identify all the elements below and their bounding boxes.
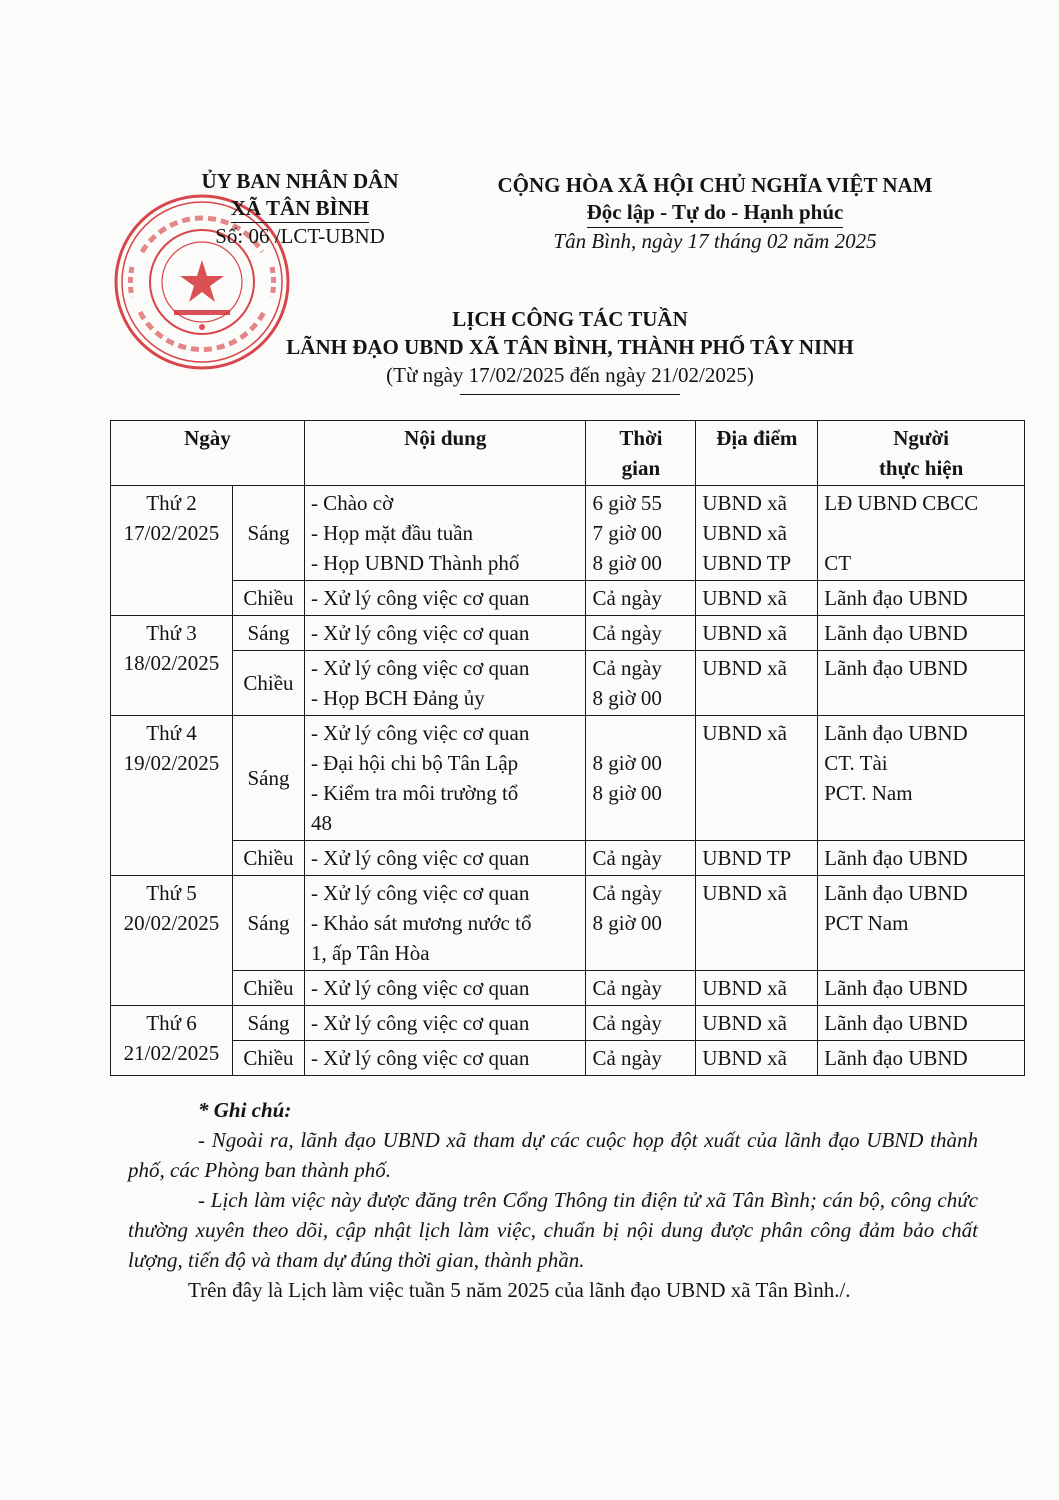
session-cell: Sáng bbox=[232, 616, 304, 651]
content-cell-line: - Họp BCH Đảng ủy bbox=[310, 686, 485, 710]
time-cell bbox=[586, 1006, 696, 1041]
content-cell bbox=[304, 1006, 586, 1041]
content-cell-line: - Họp mặt đầu tuần bbox=[310, 521, 474, 545]
table-row bbox=[111, 616, 1025, 651]
table-row bbox=[111, 1006, 1025, 1041]
session-cell: Chiều bbox=[232, 1041, 304, 1076]
time-cell bbox=[586, 581, 696, 616]
time-cell bbox=[586, 1041, 696, 1076]
place-cell-line: UBND xã bbox=[702, 491, 787, 515]
day-cell bbox=[111, 616, 233, 716]
time-cell bbox=[586, 486, 696, 581]
place-cell bbox=[696, 651, 818, 716]
day-date: 20/02/2025 bbox=[123, 911, 220, 935]
content-cell-line: 1, ấp Tân Hòa bbox=[310, 941, 430, 965]
place-cell-line: UBND xã bbox=[702, 1011, 787, 1035]
day-cell bbox=[111, 1006, 233, 1076]
day-weekday: Thứ 4 bbox=[146, 721, 197, 745]
title-line-2: LÃNH ĐẠO UBND XÃ TÂN BÌNH, THÀNH PHỐ TÂY NINH bbox=[286, 335, 854, 359]
place-cell-line: UBND xã bbox=[702, 881, 787, 905]
person-cell bbox=[818, 651, 1025, 716]
time-cell-line: Cả ngày bbox=[592, 656, 662, 680]
person-cell-line bbox=[824, 518, 1018, 548]
place-cell-line: UBND xã bbox=[702, 521, 787, 545]
time-cell-line: Cả ngày bbox=[592, 586, 662, 610]
table-row bbox=[111, 581, 1025, 616]
time-cell bbox=[586, 716, 696, 841]
time-cell bbox=[586, 876, 696, 971]
person-cell-line: Lãnh đạo UBND bbox=[824, 1046, 968, 1070]
content-cell bbox=[304, 581, 586, 616]
note-item: - Lịch làm việc này được đăng trên Cổng Thông tin điện tử xã Tân Bình; cán bộ, công chức thường xuyên theo dõi, cập nhật lịch làm việc, chuẩn bị nội dung được phân công đảm bảo chất lượng, tiến độ và tham dự đúng thời gian, thành phần. bbox=[128, 1188, 978, 1272]
time-cell-line: 8 giờ 00 bbox=[592, 911, 662, 935]
session-cell: Sáng bbox=[232, 716, 304, 841]
col-header-place: Địa điểm bbox=[696, 421, 818, 486]
person-cell bbox=[818, 486, 1025, 581]
content-cell bbox=[304, 876, 586, 971]
content-cell-line: - Xử lý công việc cơ quan bbox=[310, 656, 530, 680]
content-cell bbox=[304, 651, 586, 716]
place-cell-line: UBND xã bbox=[702, 586, 787, 610]
col-header-content: Nội dung bbox=[304, 421, 586, 486]
table-row bbox=[111, 486, 1025, 581]
notes-section bbox=[128, 1095, 978, 1305]
time-cell-line: 8 giờ 00 bbox=[592, 781, 662, 805]
content-cell bbox=[304, 841, 586, 876]
person-cell bbox=[818, 716, 1025, 841]
table-row bbox=[111, 1041, 1025, 1076]
day-date: 17/02/2025 bbox=[123, 521, 220, 545]
issuer-name: ỦY BAN NHÂN DÂN bbox=[201, 169, 399, 193]
place-cell-line: UBND TP bbox=[702, 846, 792, 870]
content-cell bbox=[304, 1041, 586, 1076]
title-divider bbox=[460, 394, 680, 395]
person-cell-line: PCT. Nam bbox=[824, 781, 913, 805]
day-date: 19/02/2025 bbox=[123, 751, 220, 775]
time-cell-line: Cả ngày bbox=[592, 846, 662, 870]
time-cell-line: 8 giờ 00 bbox=[592, 751, 662, 775]
table-header-row bbox=[111, 421, 1025, 486]
time-cell bbox=[586, 841, 696, 876]
person-cell bbox=[818, 876, 1025, 971]
issuer-commune: XÃ TÂN BÌNH bbox=[231, 195, 369, 223]
person-cell bbox=[818, 581, 1025, 616]
place-cell bbox=[696, 1041, 818, 1076]
person-cell-line: Lãnh đạo UBND bbox=[824, 621, 968, 645]
place-date: Tân Bình, ngày 17 tháng 02 năm 2025 bbox=[553, 229, 877, 253]
person-cell bbox=[818, 616, 1025, 651]
session-cell: Chiều bbox=[232, 841, 304, 876]
content-cell-line: - Chào cờ bbox=[310, 491, 394, 515]
day-date: 18/02/2025 bbox=[123, 651, 220, 675]
session-cell: Chiều bbox=[232, 651, 304, 716]
place-cell bbox=[696, 581, 818, 616]
nation-name: CỘNG HÒA XÃ HỘI CHỦ NGHĨA VIỆT NAM bbox=[497, 173, 933, 197]
closing-statement: Trên đây là Lịch làm việc tuần 5 năm 2025 của lãnh đạo UBND xã Tân Bình./. bbox=[188, 1278, 851, 1302]
place-cell-line: UBND xã bbox=[702, 721, 787, 745]
person-cell bbox=[818, 971, 1025, 1006]
place-cell bbox=[696, 716, 818, 841]
session-cell: Sáng bbox=[232, 1006, 304, 1041]
day-weekday: Thứ 6 bbox=[146, 1011, 197, 1035]
content-cell-line: 48 bbox=[310, 811, 332, 835]
national-motto: Độc lập - Tự do - Hạnh phúc bbox=[587, 199, 844, 228]
schedule-table bbox=[110, 420, 1025, 1076]
note-item: - Ngoài ra, lãnh đạo UBND xã tham dự các cuộc họp đột xuất của lãnh đạo UBND thành phố, các Phòng ban thành phố. bbox=[128, 1128, 978, 1182]
person-cell-line: PCT Nam bbox=[824, 911, 909, 935]
day-weekday: Thứ 3 bbox=[146, 621, 197, 645]
content-cell-line: - Xử lý công việc cơ quan bbox=[310, 1011, 530, 1035]
content-cell-line: - Kiểm tra môi trường tổ bbox=[310, 781, 519, 805]
person-cell-line: Lãnh đạo UBND bbox=[824, 586, 968, 610]
person-cell bbox=[818, 1041, 1025, 1076]
place-cell bbox=[696, 841, 818, 876]
content-cell-line: - Xử lý công việc cơ quan bbox=[310, 1046, 530, 1070]
national-header bbox=[430, 172, 1000, 255]
person-cell-line: Lãnh đạo UBND bbox=[824, 721, 968, 745]
place-cell bbox=[696, 486, 818, 581]
issuer-block bbox=[150, 168, 450, 250]
time-cell-line: Cả ngày bbox=[592, 976, 662, 1000]
time-cell-line: 8 giờ 00 bbox=[592, 686, 662, 710]
person-cell-line: Lãnh đạo UBND bbox=[824, 656, 968, 680]
person-cell-line: LĐ UBND CBCC bbox=[824, 491, 979, 515]
col-header-day: Ngày bbox=[111, 421, 305, 486]
time-cell-line: Cả ngày bbox=[592, 1011, 662, 1035]
person-cell bbox=[818, 1006, 1025, 1041]
session-cell: Chiều bbox=[232, 971, 304, 1006]
content-cell-line: - Xử lý công việc cơ quan bbox=[310, 586, 530, 610]
day-date: 21/02/2025 bbox=[123, 1041, 220, 1065]
time-cell-line: 6 giờ 55 bbox=[592, 491, 662, 515]
content-cell bbox=[304, 971, 586, 1006]
day-cell bbox=[111, 486, 233, 616]
session-cell: Chiều bbox=[232, 581, 304, 616]
session-cell: Sáng bbox=[232, 486, 304, 581]
table-row bbox=[111, 651, 1025, 716]
day-cell bbox=[111, 876, 233, 1006]
content-cell-line: - Xử lý công việc cơ quan bbox=[310, 976, 530, 1000]
time-cell bbox=[586, 651, 696, 716]
table-row bbox=[111, 716, 1025, 841]
content-cell bbox=[304, 486, 586, 581]
content-cell-line: - Xử lý công việc cơ quan bbox=[310, 721, 530, 745]
table-row bbox=[111, 876, 1025, 971]
day-weekday: Thứ 2 bbox=[146, 491, 197, 515]
person-cell-line: Lãnh đạo UBND bbox=[824, 881, 968, 905]
content-cell-line: - Xử lý công việc cơ quan bbox=[310, 881, 530, 905]
content-cell bbox=[304, 616, 586, 651]
person-cell-line: CT bbox=[824, 551, 852, 575]
content-cell-line: - Xử lý công việc cơ quan bbox=[310, 621, 530, 645]
person-cell-line: CT. Tài bbox=[824, 751, 888, 775]
person-cell-line: Lãnh đạo UBND bbox=[824, 846, 968, 870]
place-cell bbox=[696, 1006, 818, 1041]
content-cell-line: - Đại hội chi bộ Tân Lập bbox=[310, 751, 519, 775]
person-cell bbox=[818, 841, 1025, 876]
title-date-range: (Từ ngày 17/02/2025 đến ngày 21/02/2025) bbox=[386, 363, 754, 387]
place-cell bbox=[696, 971, 818, 1006]
time-cell-line: Cả ngày bbox=[592, 881, 662, 905]
time-cell bbox=[586, 971, 696, 1006]
content-cell bbox=[304, 716, 586, 841]
document-title bbox=[200, 305, 940, 395]
time-cell-line bbox=[592, 718, 689, 748]
time-cell-line: 8 giờ 00 bbox=[592, 551, 662, 575]
session-cell: Sáng bbox=[232, 876, 304, 971]
time-cell bbox=[586, 616, 696, 651]
person-cell-line: Lãnh đạo UBND bbox=[824, 976, 968, 1000]
place-cell bbox=[696, 876, 818, 971]
place-cell-line: UBND xã bbox=[702, 1046, 787, 1070]
time-cell-line: 7 giờ 00 bbox=[592, 521, 662, 545]
title-line-1: LỊCH CÔNG TÁC TUẦN bbox=[452, 307, 688, 331]
notes-heading: * Ghi chú: bbox=[198, 1098, 292, 1122]
content-cell-line: - Khảo sát mương nước tổ bbox=[310, 911, 532, 935]
time-cell-line: Cả ngày bbox=[592, 621, 662, 645]
place-cell-line: UBND xã bbox=[702, 976, 787, 1000]
time-cell-line: Cả ngày bbox=[592, 1046, 662, 1070]
table-row bbox=[111, 971, 1025, 1006]
person-cell-line: Lãnh đạo UBND bbox=[824, 1011, 968, 1035]
table-row bbox=[111, 841, 1025, 876]
day-weekday: Thứ 5 bbox=[146, 881, 197, 905]
col-header-person: Người thực hiện bbox=[818, 421, 1025, 486]
place-cell-line: UBND xã bbox=[702, 656, 787, 680]
content-cell-line: - Họp UBND Thành phố bbox=[310, 551, 520, 575]
place-cell bbox=[696, 616, 818, 651]
col-header-time: Thời gian bbox=[586, 421, 696, 486]
document-number: Số: 06 /LCT-UBND bbox=[215, 224, 385, 248]
place-cell-line: UBND xã bbox=[702, 621, 787, 645]
day-cell bbox=[111, 716, 233, 876]
content-cell-line: - Xử lý công việc cơ quan bbox=[310, 846, 530, 870]
place-cell-line: UBND TP bbox=[702, 551, 792, 575]
